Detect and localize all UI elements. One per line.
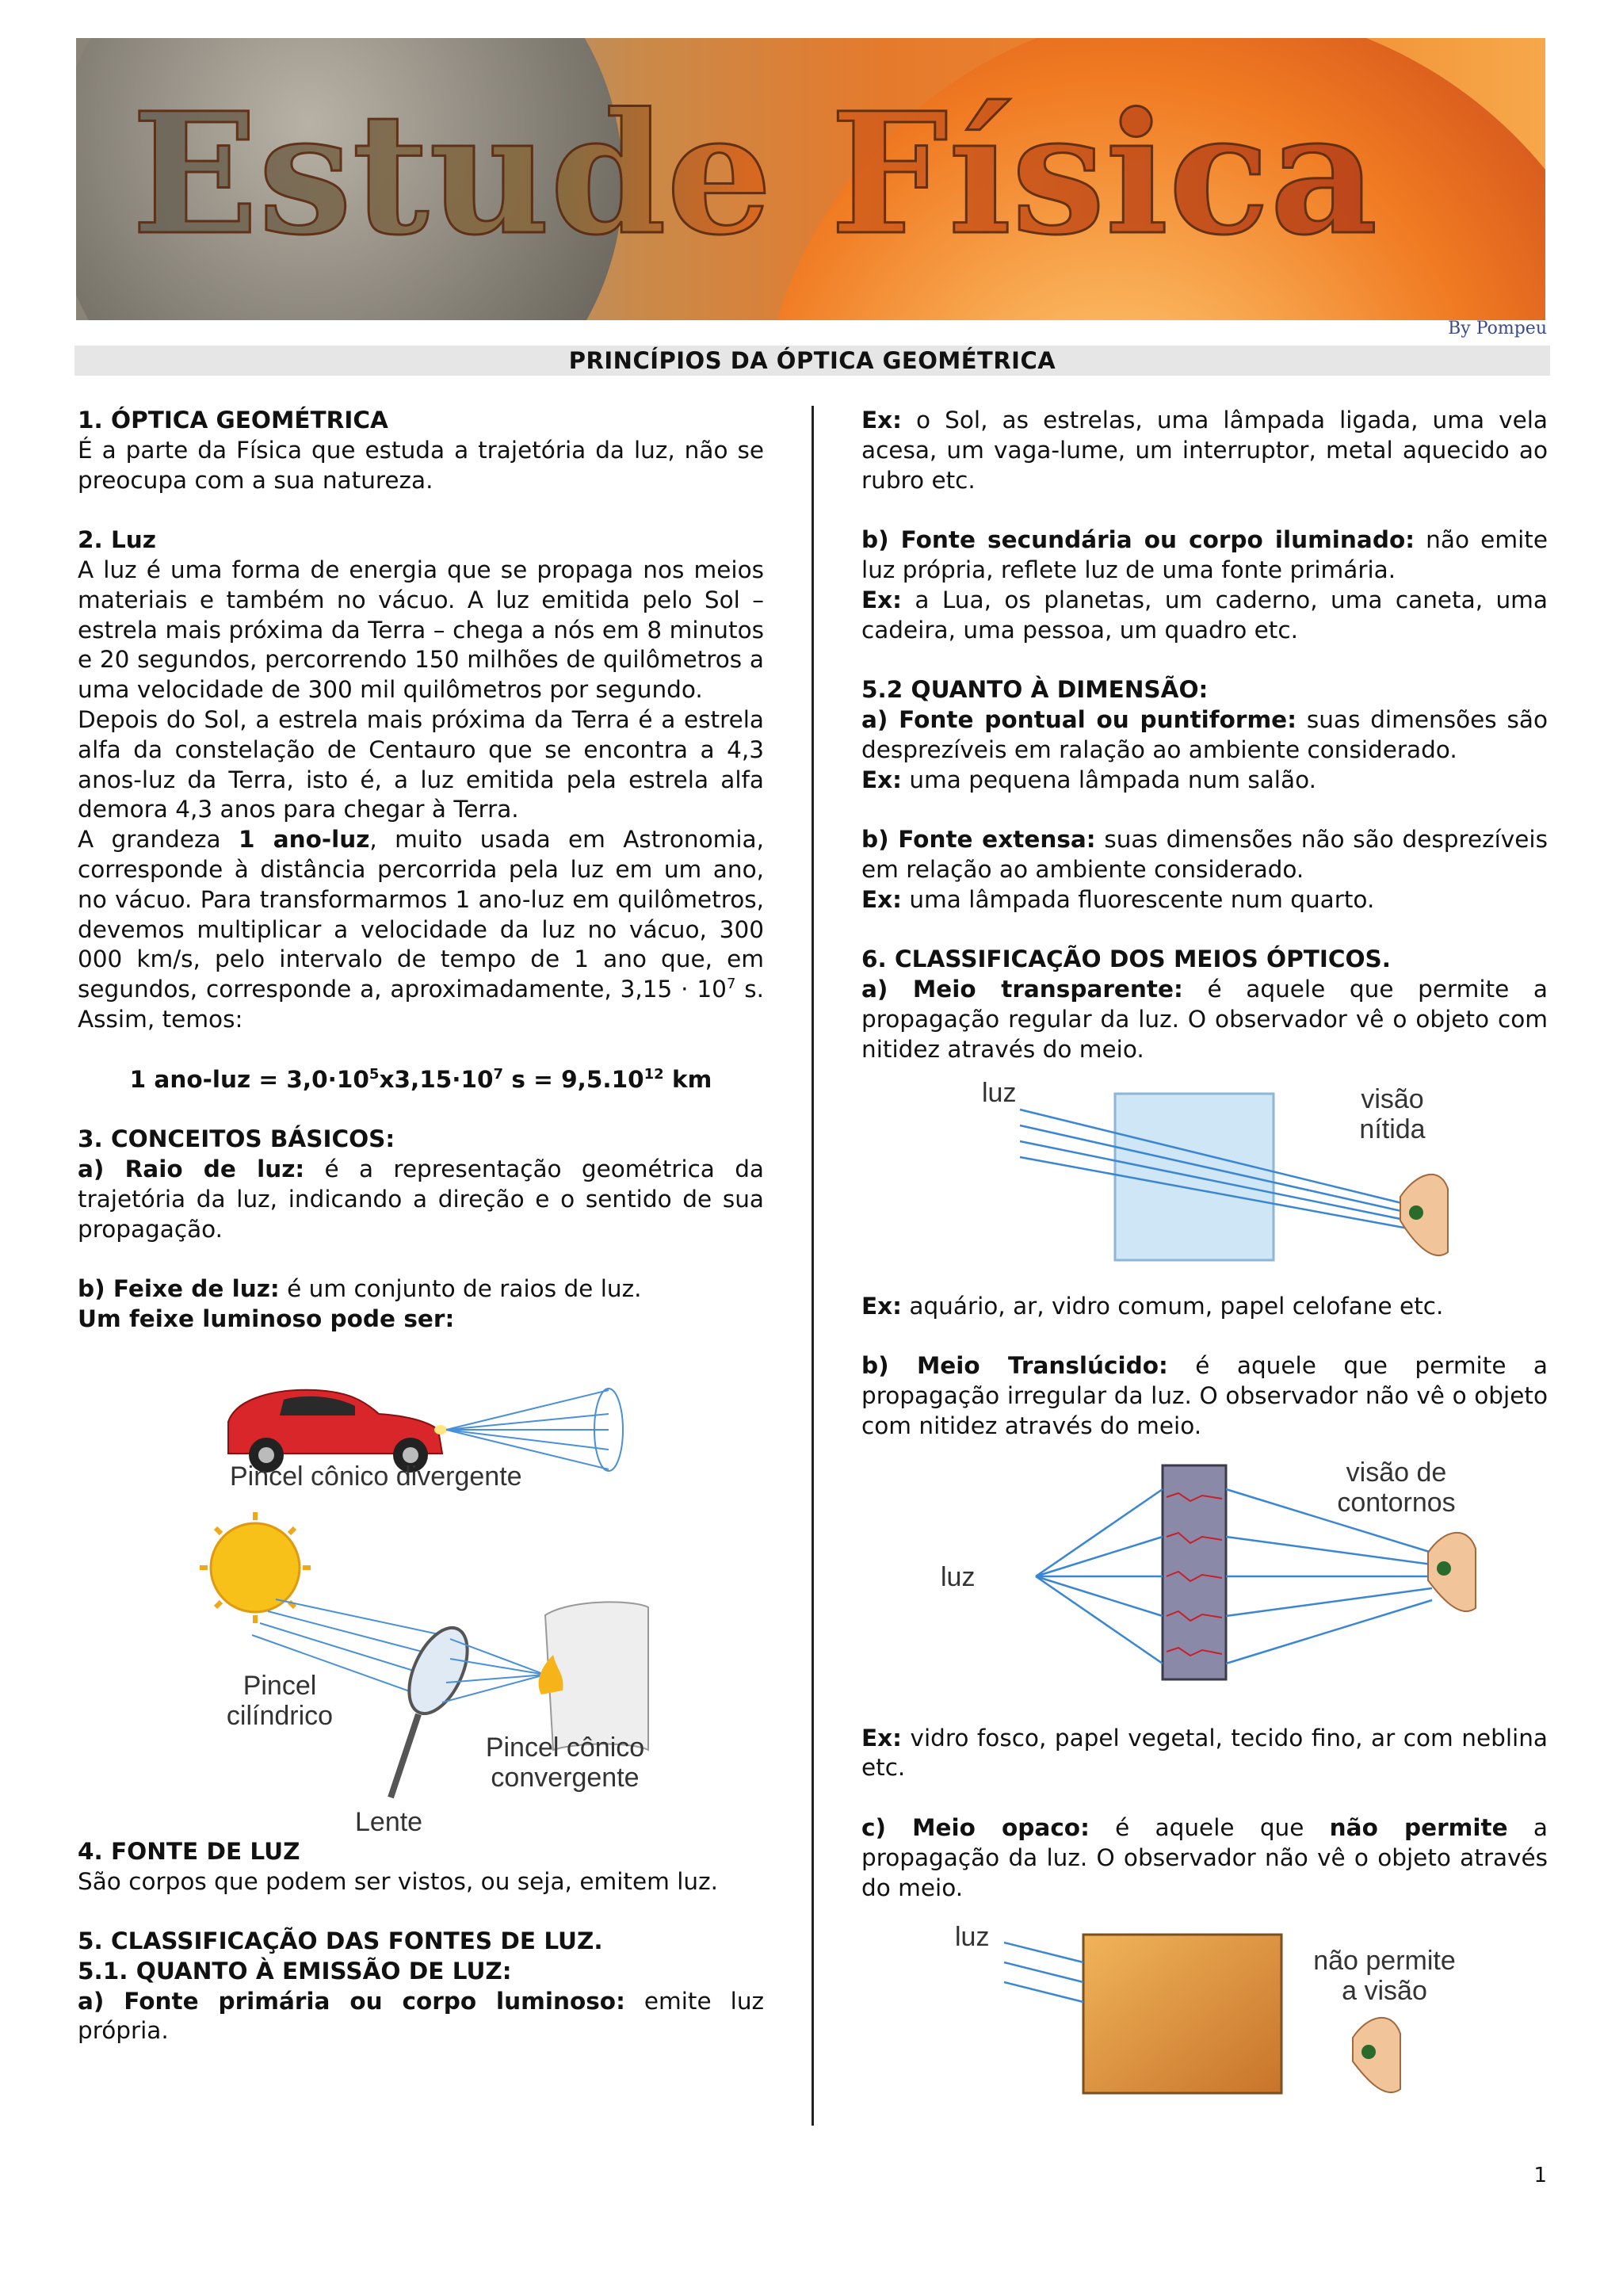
label-luz-transparent: luz: [982, 1077, 1017, 1108]
eye-icon: [1400, 1174, 1448, 1255]
section-2-paragraph-2: Depois do Sol, a estrela mais próxima da Terra é a estrela alfa da constelação de Centauro que se encontra a 4,3 anos-luz da Terra, isto é, a luz emitida pela estrela alfa demora 4,3 anos para chegar à Terra.: [78, 705, 764, 823]
label-pincel-cilindrico: Pincel cilíndrico: [226, 1670, 334, 1731]
section-3-title: 3. CONCEITOS BÁSICOS:: [78, 1125, 395, 1153]
label-luz-opaque: luz: [955, 1922, 990, 1953]
page-title: PRINCÍPIOS DA ÓPTICA GEOMÉTRICA: [74, 346, 1550, 376]
section-5-2-b: b) Fonte extensa: suas dimensões não são desprezíveis em relação ao ambiente considerado.: [861, 826, 1548, 883]
banner-title: Estude Física: [132, 76, 1378, 272]
section-3-a: a) Raio de luz: é a representação geométrica da trajetória da luz, indicando a direção e o sentido de sua propagação.: [78, 1155, 764, 1243]
label-visao-nitida: visão nítida: [1359, 1083, 1426, 1144]
section-4-text: São corpos que podem ser vistos, ou seja, emitem luz.: [78, 1867, 718, 1895]
banner-image: [76, 38, 1545, 320]
section-5-1-b: b) Fonte secundária ou corpo iluminado: não emite luz própria, reflete luz de uma fonte primária.: [861, 526, 1548, 583]
figure-cylindrical-convergent: [78, 1512, 764, 1837]
section-4-title: 4. FONTE DE LUZ: [78, 1837, 300, 1865]
figure-divergent-beam: [78, 1350, 764, 1501]
section-2-paragraph-3: A grandeza 1 ano-luz, muito usada em Astronomia, corresponde à distância percorrida pela luz em um ano, no vácuo. Para transformarmos 1 ano-luz em quilômetros, devemos multiplicar a velocidade da luz no vácuo, 300 000 km/s, pelo intervalo de tempo de 1 ano que, em segundos, corresponde a, aproximadamente, $3,15 \cdot 10^7$ s. Assim, temos:: [78, 826, 765, 1033]
section-6-b: b) Meio Translúcido: é aquele que permite a propagação irregular da luz. O observador não vê o objeto com nitidez através do meio.: [861, 1352, 1548, 1439]
car-icon: [228, 1389, 447, 1472]
eye-icon: [1353, 2018, 1400, 2092]
section-3-b: b) Feixe de luz: é um conjunto de raios de luz.: [78, 1275, 642, 1303]
opaque-rays: [1004, 1943, 1083, 2002]
label-nao-permite-visao: não permite a visão: [1313, 1946, 1456, 2007]
example-secondary-sources: Ex: a Lua, os planetas, um caderno, uma caneta, uma cadeira, uma pessoa, um quadro etc.: [861, 586, 1548, 644]
figure-transparent-medium: [861, 1078, 1548, 1276]
right-column: [861, 406, 1548, 2109]
section-1-title: 1. ÓPTICA GEOMÉTRICA: [78, 407, 388, 434]
section-6-a: a) Meio transparente: é aquele que permite a propagação regular da luz. O observador vê o objeto com nitidez através do meio.: [861, 976, 1548, 1063]
section-5-2-a: a) Fonte pontual ou puntiforme: suas dimensões são desprezíveis em ralação ao ambiente considerado.: [861, 705, 1548, 763]
label-luz-translucent: luz: [941, 1561, 976, 1592]
section-5-2-title: 5.2 QUANTO À DIMENSÃO:: [861, 676, 1209, 704]
label-lente: Lente: [355, 1806, 423, 1837]
example-extended-source: Ex: uma lâmpada fluorescente num quarto.: [861, 885, 1375, 913]
section-1-text: É a parte da Física que estuda a trajetória da luz, não se preocupa com a sua natureza.: [78, 436, 764, 494]
left-column: [78, 406, 764, 2046]
label-pincel-divergente: Pincel cônico divergente: [230, 1461, 522, 1492]
section-5-title: 5. CLASSIFICAÇÃO DAS FONTES DE LUZ.: [78, 1927, 603, 1955]
eye-icon: [1428, 1532, 1476, 1610]
label-visao-contornos: visão de contornos: [1337, 1457, 1456, 1518]
figure-translucent-medium: [861, 1457, 1548, 1695]
label-pincel-convergente: Pincel cônico convergente: [485, 1732, 645, 1793]
section-6-title: 6. CLASSIFICAÇÃO DOS MEIOS ÓPTICOS.: [861, 946, 1391, 973]
example-primary-sources: Ex: o Sol, as estrelas, uma lâmpada ligada, uma vela acesa, um vaga-lume, um interruptor, metal aquecido ao rubro etc.: [861, 407, 1548, 494]
section-2-paragraph-1: A luz é uma forma de energia que se propaga nos meios materiais e também no vácuo. A luz emitida pelo Sol – estrela mais próxima da Terra – chega a nós em 8 minutos e 20 segundos, percorrendo 150 milhões de quilômetros a uma velocidade de 300 mil quilômetros por segundo.: [78, 556, 764, 704]
example-transparent: Ex: aquário, ar, vidro comum, papel celofane etc.: [861, 1292, 1444, 1320]
example-point-source: Ex: uma pequena lâmpada num salão.: [861, 766, 1316, 793]
section-5-1-title: 5.1. QUANTO À EMISSÃO DE LUZ:: [78, 1957, 512, 1985]
column-divider: [812, 406, 814, 2126]
page-number: 1: [1533, 2164, 1547, 2187]
section-3-b-subtitle: Um feixe luminoso pode ser:: [78, 1305, 455, 1332]
banner-byline: By Pompeu: [1448, 319, 1547, 338]
example-translucent: Ex: vidro fosco, papel vegetal, tecido fino, ar com neblina etc.: [861, 1724, 1548, 1782]
light-year-formula: 1 $ano-luz = 3,0\cdot 10^5x3,15\cdot 10^7$ $s = 9,5.10^{12}$ km: [129, 1065, 712, 1093]
section-2-title: 2. Luz: [78, 526, 156, 554]
divergent-rays: [446, 1389, 623, 1471]
section-5-1-a: a) Fonte primária ou corpo luminoso: emite luz própria.: [78, 1987, 765, 2045]
figure-opaque-medium: [861, 1919, 1548, 2109]
section-6-c: c) Meio opaco: é aquele que não permite a propagação da luz. O observador não vê o objeto através do meio.: [861, 1813, 1548, 1901]
sun-icon: [200, 1512, 311, 1623]
opaque-block: [1083, 1935, 1281, 2093]
